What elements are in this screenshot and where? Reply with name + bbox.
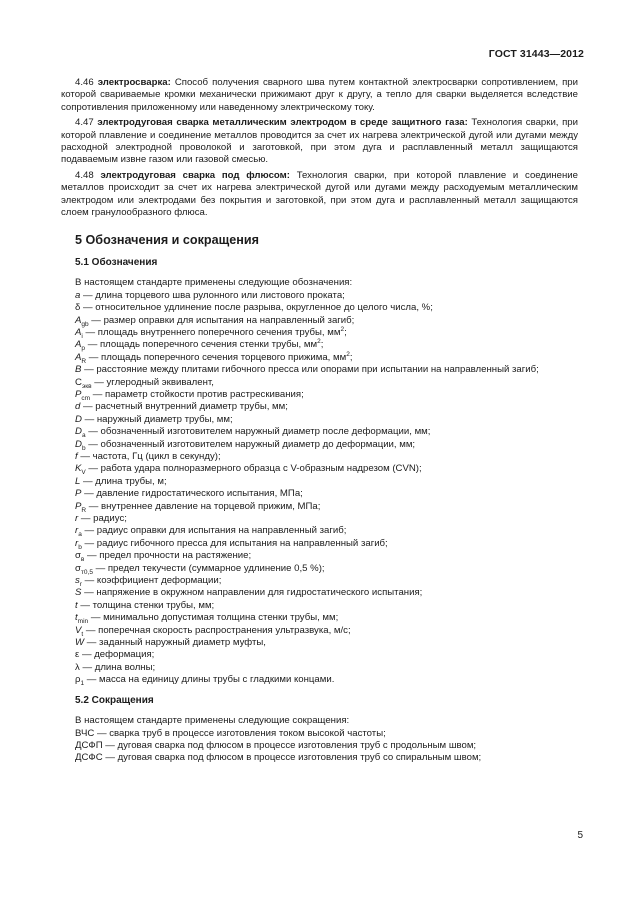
symbol-description: — поперечная скорость распространения ультразвука, м/с;: [83, 624, 351, 636]
symbol: σ: [75, 562, 81, 574]
symbol-item: [61, 488, 578, 500]
symbol-item: [61, 315, 578, 327]
symbol-item: [61, 339, 578, 351]
symbol-description: — частота, Гц (цикл в секунду);: [77, 450, 221, 462]
definition-text: Технология сварки, при которой плавление и соединение металлов происходит за счет их нагрева электрической дугой или дугами между расходуемым металлическим электродом или электродами без покрытия и заготовкой, при этом дуга и расплавленный металл защищаются слоем гранулообразного флюса.: [61, 169, 578, 219]
definition-text: Способ получения сварного шва путем контактной электросварки сопротивлением, при которой свариваемые кромки механически прижимают друг к другу, а тепло для сварки выделяется вследствие сопротивления приложенному или наведенному электрическому току.: [61, 77, 578, 113]
symbol-item: [61, 649, 578, 661]
symbol-description: — радиус гибочного пресса для испытания на направленный загиб;: [81, 537, 388, 549]
symbol: A: [75, 351, 82, 363]
abbreviations-list: [61, 728, 578, 765]
symbol-description: — обозначенный изготовителем наружный диаметр до деформации, мм;: [85, 438, 416, 450]
symbol: A: [75, 326, 82, 338]
symbol-subscript: b: [81, 444, 86, 452]
symbol-description: — радиус оправки для испытания на направленный загиб;: [81, 525, 347, 537]
symbol-description: — напряжение в окружном направлении для гидростатического испытания;: [81, 587, 423, 599]
symbol-item: [61, 290, 578, 302]
symbol: a: [75, 289, 81, 301]
symbol-subscript: a: [78, 531, 82, 539]
symbol: s: [75, 575, 80, 587]
symbol: B: [75, 364, 82, 376]
page-number: 5: [577, 830, 583, 841]
symbol: W: [75, 637, 85, 649]
symbol-subscript: p: [81, 345, 86, 353]
symbol-description-end: ;: [320, 339, 324, 351]
definition-term: электродуговая сварка металлическим электродом в среде защитного газа:: [97, 117, 468, 129]
symbol-item: [61, 563, 578, 575]
symbol: ε: [75, 649, 80, 661]
symbol: A: [75, 339, 82, 351]
symbol-item: [61, 451, 578, 463]
symbol: P: [75, 500, 82, 512]
symbol: r: [75, 513, 79, 524]
symbol-description: — деформация;: [79, 649, 155, 661]
symbol-description: — длина торцевого шва рулонного или листового проката;: [80, 289, 345, 301]
symbol-description: — радиус;: [78, 513, 127, 524]
symbol-description: — предел прочности на растяжение;: [84, 550, 252, 562]
definition-number: 4.47: [75, 117, 94, 129]
definition-term: электросварка:: [97, 77, 171, 88]
symbol-description: — внутреннее давление на торцевой прижим, МПа;: [86, 500, 321, 512]
symbol: S: [75, 587, 82, 599]
symbol-subscript: 1: [80, 680, 85, 688]
symbol: L: [75, 475, 81, 487]
symbol-item: [61, 662, 578, 674]
symbol-description: — длина трубы, м;: [80, 475, 167, 487]
symbol-description: — работа удара полноразмерного образца с V-образным надрезом (CVN);: [85, 463, 422, 475]
symbol-item: [61, 600, 578, 612]
symbol-item: [61, 575, 578, 587]
symbol-description: — толщина стенки трубы, мм;: [77, 599, 215, 611]
definition-term: электродуговая сварка под флюсом:: [100, 169, 290, 181]
symbol-item: [61, 401, 578, 413]
symbol: P: [75, 388, 82, 400]
symbol-description: — расчетный внутренний диаметр трубы, мм;: [80, 401, 288, 413]
symbol-subscript: b: [78, 543, 82, 551]
symbol-item: [61, 587, 578, 599]
symbol: f: [75, 450, 78, 462]
symbol-item: [61, 426, 578, 438]
symbol-description-end: ;: [349, 351, 353, 363]
symbol-description: — расстояние между плитами гибочного пресса или опорами при испытании на направленный загиб;: [81, 364, 539, 376]
symbol-item: [61, 674, 578, 686]
symbol-subscript: R: [81, 506, 87, 514]
symbol: t: [75, 612, 78, 624]
symbol-description: — масса на единицу длины трубы с гладкими концами.: [84, 674, 335, 686]
definition-paragraph: [61, 170, 578, 220]
symbol: r: [75, 537, 79, 549]
symbol-description: — площадь внутреннего поперечного сечения трубы, мм: [82, 326, 341, 338]
symbol-item: [61, 476, 578, 488]
symbol-subscript: экв: [81, 382, 92, 390]
abbreviation-item: ДСФС — дуговая сварка под флюсом в процессе изготовления труб со спиральным швом;: [75, 752, 482, 764]
symbol-description: — предел текучести (суммарное удлинение 0,5 %);: [92, 562, 325, 574]
symbol-description: — обозначенный изготовителем наружный диаметр после деформации, мм;: [85, 426, 431, 438]
symbol-subscript: t: [81, 630, 84, 638]
symbol-subscript: min: [77, 618, 89, 626]
symbol-item: [61, 389, 578, 401]
symbol-item: [61, 439, 578, 451]
symbol-item: [61, 414, 578, 426]
symbol-description: — углеродный эквивалент,: [91, 376, 214, 388]
symbol-item: [61, 302, 578, 314]
symbol-description: — длина волны;: [79, 661, 156, 673]
symbol: K: [75, 463, 82, 475]
symbol-description-end: ;: [344, 326, 347, 338]
symbol-item: [61, 352, 578, 364]
symbol-subscript: т0,5: [80, 568, 93, 576]
symbol: P: [75, 488, 82, 500]
symbol-description: — коэффициент деформации;: [81, 575, 222, 587]
symbol: V: [75, 624, 82, 636]
symbol-item: [61, 612, 578, 624]
symbol: δ: [75, 302, 81, 314]
symbol-subscript: gb: [81, 320, 89, 328]
symbol: D: [75, 426, 82, 438]
abbreviation-item: ВЧС — сварка труб в процессе изготовления током высокой частоты;: [75, 727, 386, 739]
unit-superscript: 2: [317, 338, 321, 346]
symbol-subscript: V: [81, 469, 86, 477]
section-5-title: 5 Обозначения и сокращения: [75, 233, 259, 248]
unit-superscript: 2: [340, 325, 345, 333]
symbol-item: [61, 501, 578, 513]
symbol: λ: [75, 661, 80, 673]
subsection-5-1-title: 5.1 Обозначения: [75, 256, 158, 268]
symbol: D: [75, 438, 82, 450]
symbol: d: [75, 401, 81, 413]
symbol-subscript: cm: [81, 394, 91, 402]
symbols-intro: В настоящем стандарте применены следующие обозначения:: [75, 277, 353, 289]
symbol-item: [61, 637, 578, 649]
definition-text: Технология сварки, при которой плавление и соединение металлов проводится за счет их нагрева электрической дугой или дугами между расходной электродной проволокой и заготовкой, при этом дуга и расплавленный металл защищаются подаваемым извне газом или газовой смесью.: [61, 117, 578, 166]
symbol: D: [75, 413, 82, 425]
abbreviation-item: ДСФП — дуговая сварка под флюсом в процессе изготовления труб с продольным швом;: [75, 739, 477, 751]
symbol-item: [61, 377, 578, 389]
symbol: t: [75, 599, 78, 611]
symbol: r: [75, 525, 79, 537]
definition-number: 4.48: [75, 169, 94, 181]
page-body: [61, 77, 578, 765]
symbol-description: — минимально допустимая толщина стенки трубы, мм;: [88, 612, 339, 624]
symbol: A: [75, 314, 82, 326]
document-header: ГОСТ 31443—2012: [488, 48, 584, 60]
symbols-list: [61, 290, 578, 687]
symbol-description: — площадь поперечного сечения стенки трубы, мм: [85, 339, 318, 351]
definition-number: 4.46: [75, 77, 94, 88]
symbol-item: [61, 463, 578, 475]
symbol-description: — заданный наружный диаметр муфты,: [84, 637, 266, 649]
symbol-description: — давление гидростатического испытания, МПа;: [81, 488, 303, 500]
symbol-item: [61, 550, 578, 562]
symbol-item: [61, 625, 578, 637]
symbol-description: — параметр стойкости против растрескивания;: [90, 388, 304, 400]
symbol-description: — наружный диаметр трубы, мм;: [81, 413, 233, 425]
symbol-item: [61, 364, 578, 376]
symbol-subscript: в: [80, 556, 85, 564]
symbol-item: [61, 538, 578, 550]
symbol: ρ: [75, 674, 81, 686]
definitions-block: [61, 77, 578, 219]
definition-paragraph: [61, 117, 578, 167]
symbol-subscript: a: [81, 432, 86, 440]
symbol-item: [61, 525, 578, 537]
definition-paragraph: [61, 77, 578, 114]
symbol-description: — размер оправки для испытания на направленный загиб;: [88, 314, 355, 326]
unit-superscript: 2: [346, 350, 350, 358]
symbol: σ: [75, 550, 81, 562]
symbol-subscript: r: [79, 580, 82, 588]
symbol-description: — площадь поперечного сечения торцевого прижима, мм: [86, 351, 347, 363]
symbol-description: — относительное удлинение после разрыва, округленное до целого числа, %;: [80, 302, 433, 314]
symbol-item: [61, 513, 578, 525]
subsection-5-2-title: 5.2 Сокращения: [75, 694, 154, 706]
symbol: C: [75, 376, 82, 388]
abbreviations-intro: В настоящем стандарте применены следующие сокращения:: [75, 715, 350, 727]
symbol-subscript: R: [81, 357, 87, 365]
symbol-subscript: i: [81, 332, 83, 340]
